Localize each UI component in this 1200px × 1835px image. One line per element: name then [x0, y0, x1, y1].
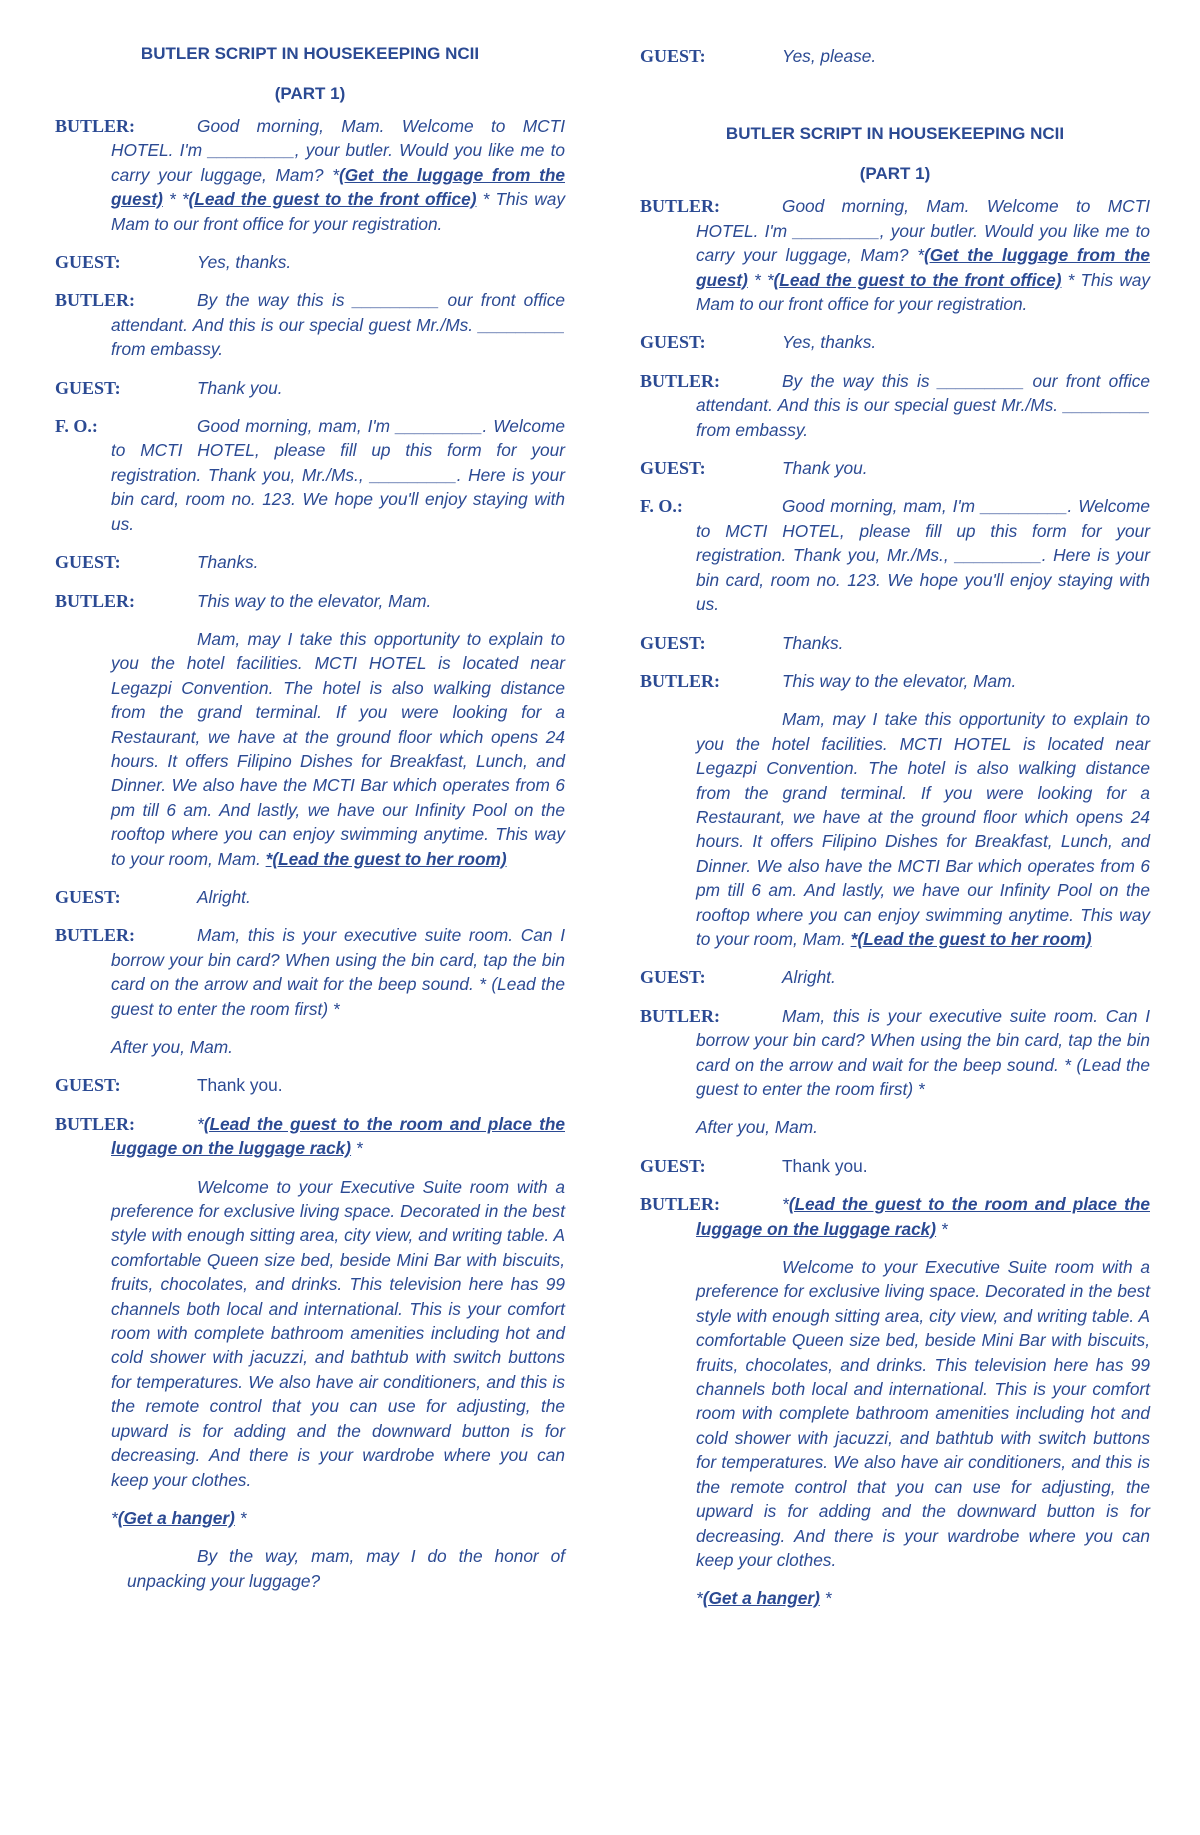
dialogue-butler [640, 1004, 1150, 1102]
dialogue-paragraph [55, 1175, 565, 1492]
dialogue-guest [55, 250, 565, 274]
dialogue-text: After you, Mam. [696, 1117, 818, 1138]
stage-direction: (Get the luggage from the guest) [696, 245, 1150, 290]
dialogue-text: Yes, thanks. [782, 332, 877, 353]
dialogue-text: * * [747, 269, 774, 290]
dialogue-text: * [351, 1138, 363, 1159]
dialogue-text: Welcome to your Executive Suite room with a preference for exclusive living space. Decorated in the best style with enough sitting area, city view, and writing table. A comfortable Queen size bed, beside Mini Bar with biscuits, fruits, chocolates, and drinks. This television here has 99 channels both local and international. This is your comfort room with complete bathroom amenities including hot and cold shower with jacuzzi, and bathtub with switch buttons for temperatures. We also have air conditioners, and this is the remote control that you can use for adjusting, the upward is for adding and the downward button is for decreasing. And there is your wardrobe where you can keep your clothes. [111, 1176, 565, 1490]
dialogue-paragraph [55, 1035, 565, 1059]
stage-direction: *(Lead the guest to her room) [850, 928, 1092, 949]
dialogue-text: Mam, this is your executive suite room. Can I borrow your bin card? When using the bin card, tap the bin card on the arrow and wait for the beep sound. * (Lead the guest to enter the room first) * [696, 1005, 1150, 1099]
dialogue-text: By the way this is _________ our front office attendant. And this is our special guest Mr./Ms. _________ from embassy. [696, 370, 1150, 440]
dialogue-paragraph [640, 707, 1150, 951]
dialogue-text: After you, Mam. [111, 1037, 233, 1057]
dialogue-text: Good morning, mam, I'm _________. Welcome to MCTI HOTEL, please fill up this form for your registration. Thank you, Mr./Ms., _________. Here is your bin card, room no. 123. We hope you'll enjoy staying with us. [696, 496, 1150, 615]
speaker-label: BUTLER: [640, 1194, 721, 1215]
dialogue-butler [640, 669, 1150, 693]
speaker-label: GUEST: [640, 967, 706, 988]
speaker-label: GUEST: [55, 377, 121, 398]
dialogue-text: Thank you. [782, 1155, 868, 1176]
dialogue-text: By the way, mam, may I do the honor of unpacking your luggage? [127, 1546, 565, 1591]
dialogue-butler [55, 1112, 565, 1161]
dialogue-text: Good morning, Mam. Welcome to MCTI HOTEL. I'm _________, your butler. Would you like me to carry your luggage, Mam? * [696, 196, 1150, 266]
speaker-label: BUTLER: [55, 116, 136, 136]
script-part: (PART 1) [274, 84, 346, 103]
dialogue-guest [640, 44, 1150, 68]
speaker-label: BUTLER: [640, 370, 721, 391]
stage-direction: (Lead the guest to the room and place the luggage on the luggage rack) [696, 1194, 1150, 1239]
dialogue-butler [640, 1192, 1150, 1241]
speaker-label: BUTLER: [55, 290, 136, 311]
dialogue-text: * [819, 1588, 832, 1609]
speaker-label: GUEST: [55, 552, 121, 573]
dialogue-guest [640, 631, 1150, 655]
speaker-label: GUEST: [55, 252, 121, 273]
dialogue-butler [640, 194, 1150, 316]
dialogue-front-office [55, 414, 565, 536]
dialogue-text: * [782, 1194, 789, 1215]
stage-direction: (Get the luggage from the guest) [111, 164, 565, 210]
dialogue-text: Thank you. [197, 377, 283, 398]
dialogue-text: Good morning, mam, I'm _________. Welcome to MCTI HOTEL, please fill up this form for your registration. Thank you, Mr./Ms., _________. Here is your bin card, room no. 123. We hope you'll enjoy staying with us. [111, 416, 565, 534]
dialogue-text: * [111, 1507, 118, 1528]
script-part: (PART 1) [859, 164, 931, 184]
dialogue-paragraph [55, 1506, 565, 1530]
speaker-label: GUEST: [55, 1075, 121, 1096]
dialogue-text: Alright. [782, 967, 836, 988]
dialogue-text: * [696, 1588, 703, 1609]
dialogue-text: Thank you. [197, 1075, 283, 1096]
dialogue-text: * This way Mam to our front office for your registration. [111, 189, 565, 234]
stage-direction: (Get a hanger) [702, 1588, 820, 1609]
dialogue-butler [55, 589, 565, 613]
dialogue-text: Good morning, Mam. Welcome to MCTI HOTEL. I'm _________, your butler. Would you like me to carry your luggage, Mam? * [111, 116, 565, 185]
speaker-label: BUTLER: [640, 196, 721, 217]
dialogue-front-office [640, 494, 1150, 616]
speaker-label: GUEST: [640, 632, 706, 653]
dialogue-text: * * [162, 189, 189, 210]
dialogue-guest [640, 965, 1150, 989]
speaker-label: GUEST: [640, 46, 706, 66]
speaker-label: F. O.: [55, 416, 98, 437]
script-title: BUTLER SCRIPT IN HOUSEKEEPING NCII [725, 124, 1065, 144]
dialogue-text: This way to the elevator, Mam. [197, 590, 432, 611]
stage-direction: (Lead the guest to the front office) [773, 269, 1062, 290]
dialogue-guest [55, 376, 565, 400]
dialogue-butler [55, 923, 565, 1021]
dialogue-guest [640, 1154, 1150, 1178]
dialogue-guest [55, 885, 565, 909]
stage-direction: (Get a hanger) [117, 1507, 235, 1528]
dialogue-paragraph [55, 1544, 565, 1593]
speaker-label: GUEST: [55, 886, 121, 907]
dialogue-text: Alright. [197, 886, 251, 907]
dialogue-paragraph [640, 1115, 1150, 1139]
stage-direction: (Lead the guest to the room and place the luggage on the luggage rack) [111, 1113, 565, 1159]
speaker-label: F. O.: [640, 496, 683, 517]
dialogue-guest [640, 330, 1150, 354]
dialogue-butler [55, 114, 565, 236]
dialogue-text: Thanks. [782, 632, 844, 653]
speaker-label: BUTLER: [55, 925, 136, 946]
dialogue-text: Yes, thanks. [197, 252, 292, 273]
stage-direction: *(Lead the guest to her room) [265, 848, 507, 869]
dialogue-guest [55, 1073, 565, 1097]
dialogue-text: Mam, this is your executive suite room. Can I borrow your bin card? When using the bin card, tap the bin card on the arrow and wait for the beep sound. * (Lead the guest to enter the room first) * [111, 925, 565, 1019]
speaker-label: GUEST: [640, 332, 706, 353]
dialogue-paragraph [55, 627, 565, 871]
dialogue-text: * This way Mam to our front office for your registration. [696, 269, 1150, 315]
dialogue-guest [640, 456, 1150, 480]
stage-direction: (Lead the guest to the front office) [188, 189, 477, 210]
speaker-label: GUEST: [640, 1155, 706, 1176]
speaker-label: BUTLER: [55, 590, 136, 611]
dialogue-text: * [197, 1113, 204, 1134]
speaker-label: GUEST: [640, 458, 706, 479]
script-title: BUTLER SCRIPT IN HOUSEKEEPING NCII [140, 44, 480, 63]
dialogue-text: * [234, 1507, 247, 1528]
dialogue-text: Mam, may I take this opportunity to explain to you the hotel facilities. MCTI HOTEL is located near Legazpi Convention. The hotel is also walking distance from the grand terminal. If you were looking for a Restaurant, we have at the ground floor which opens 24 hours. It offers Filipino Dishes for Breakfast, Lunch, and Dinner. We also have the MCTI Bar which operates from 6 pm till 6 am. And lastly, we have our Infinity Pool on the rooftop where you can enjoy swimming anytime. This way to your room, Mam. [111, 628, 565, 869]
speaker-label: BUTLER: [55, 1113, 136, 1134]
dialogue-paragraph [640, 1255, 1150, 1572]
speaker-label: BUTLER: [640, 670, 721, 691]
dialogue-text: * [936, 1218, 948, 1239]
dialogue-text: Thank you. [782, 458, 868, 479]
speaker-label: BUTLER: [640, 1005, 721, 1026]
dialogue-butler [640, 369, 1150, 442]
dialogue-butler [55, 288, 565, 361]
dialogue-text: Thanks. [197, 552, 259, 573]
dialogue-text: Mam, may I take this opportunity to explain to you the hotel facilities. MCTI HOTEL is located near Legazpi Convention. The hotel is also walking distance from the grand terminal. If you were looking for a Restaurant, we have at the ground floor which opens 24 hours. It offers Filipino Dishes for Breakfast, Lunch, and Dinner. We also have the MCTI Bar which operates from 6 pm till 6 am. And lastly, we have our Infinity Pool on the rooftop where you can enjoy swimming anytime. This way to your room, Mam. [696, 709, 1150, 949]
dialogue-text: This way to the elevator, Mam. [782, 670, 1017, 691]
dialogue-text: By the way this is _________ our front office attendant. And this is our special guest Mr./Ms. _________ from embassy. [111, 290, 565, 360]
right-column [640, 44, 1150, 1625]
dialogue-paragraph [640, 1586, 1150, 1610]
dialogue-text: Welcome to your Executive Suite room with a preference for exclusive living space. Decorated in the best style with enough sitting area, city view, and writing table. A comfortable Queen size bed, beside Mini Bar with biscuits, fruits, chocolates, and drinks. This television here has 99 channels both local and international. This is your comfort room with complete bathroom amenities including hot and cold shower with jacuzzi, and bathtub with switch buttons for temperatures. We also have air conditioners, and this is the remote control that you can use for adjusting, the upward is for adding and the downward button is for decreasing. And there is your wardrobe where you can keep your clothes. [696, 1257, 1150, 1570]
dialogue-guest [55, 550, 565, 574]
dialogue-text: Yes, please. [782, 46, 877, 66]
left-column [55, 34, 565, 1607]
